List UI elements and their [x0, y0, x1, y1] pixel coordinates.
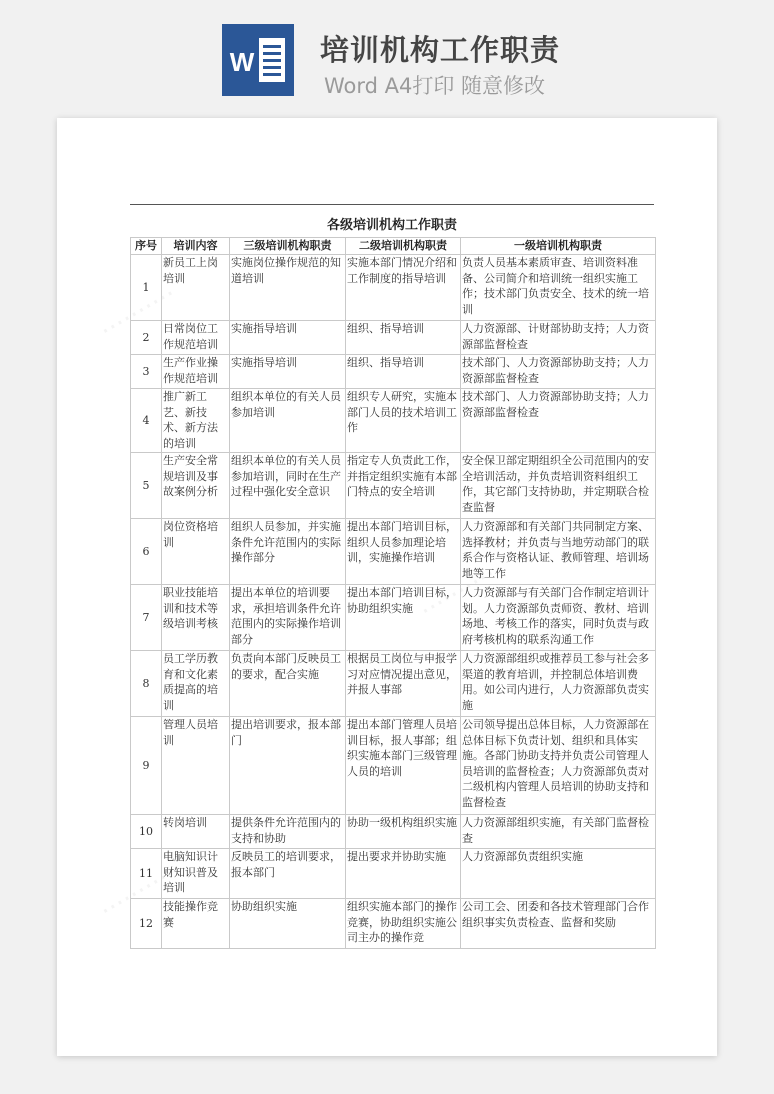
table-row [131, 815, 656, 849]
level1-duty: 公司工会、团委和各技术管理部门合作组织事实负责检查、监督和奖励 [461, 899, 656, 949]
training-content: 生产安全常规培训及事故案例分析 [162, 453, 230, 519]
training-content: 新员工上岗培训 [162, 255, 230, 321]
training-content: 电脑知识计财知识普及培训 [162, 849, 230, 899]
training-content: 员工学历教育和文化素质提高的培训 [162, 651, 230, 717]
training-content: 转岗培训 [162, 815, 230, 849]
document-title: 培训机构工作职责 [320, 33, 561, 67]
table-header-row [131, 238, 656, 255]
row-number: 11 [131, 849, 162, 899]
table-row [131, 519, 656, 585]
row-number: 1 [131, 255, 162, 321]
level3-duty: 协助组织实施 [230, 899, 346, 949]
duties-table [130, 237, 656, 949]
column-header-no: 序号 [131, 238, 162, 255]
level3-duty: 组织本单位的有关人员参加培训 [230, 389, 346, 453]
document-subtitle: Word A4打印 随意修改 [324, 74, 546, 98]
level3-duty: 提供条件允许范围内的支持和协助 [230, 815, 346, 849]
level1-duty: 人力资源部和有关部门共同制定方案、选择教材；并负责与当地劳动部门的联系合作与资格认证、教师管理、培训场地等工作 [461, 519, 656, 585]
level1-duty: 负责人员基本素质审查、培训资料准备、公司简介和培训统一组织实施工作；技术部门负责安全、技术的统一培训 [461, 255, 656, 321]
level2-duty: 组织、指导培训 [346, 321, 461, 355]
level2-duty: 提出本部门培训目标，组织人员参加理论培训，实施操作培训 [346, 519, 461, 585]
level1-duty: 人力资源部、计财部协助支持；人力资源部监督检查 [461, 321, 656, 355]
level2-duty: 组织专人研究，实施本部门人员的技术培训工作 [346, 389, 461, 453]
level1-duty: 技术部门、人力资源部协助支持；人力资源部监督检查 [461, 355, 656, 389]
level3-duty: 组织人员参加，并实施条件允许范围内的实际操作部分 [230, 519, 346, 585]
column-header-level2: 二级培训机构职责 [346, 238, 461, 255]
level2-duty: 根据员工岗位与申报学习对应情况提出意见，并报人事部 [346, 651, 461, 717]
row-number: 5 [131, 453, 162, 519]
training-content: 生产作业操作规范培训 [162, 355, 230, 389]
training-content: 岗位资格培训 [162, 519, 230, 585]
table-row [131, 849, 656, 899]
column-header-content: 培训内容 [162, 238, 230, 255]
table-title: 各级培训机构工作职责 [326, 218, 457, 233]
level3-duty: 实施指导培训 [230, 355, 346, 389]
row-number: 4 [131, 389, 162, 453]
word-document-icon [222, 24, 294, 96]
level3-duty: 组织本单位的有关人员参加培训，同时在生产过程中强化安全意识 [230, 453, 346, 519]
level3-duty: 实施指导培训 [230, 321, 346, 355]
table-row [131, 255, 656, 321]
top-rule [130, 204, 654, 205]
level2-duty: 组织、指导培训 [346, 355, 461, 389]
logo-letter: W [229, 47, 255, 77]
table-row [131, 717, 656, 815]
level1-duty: 安全保卫部定期组织全公司范围内的安全培训活动，并负责培训资料组织工作，其它部门支持协助，并定期联合检查监督 [461, 453, 656, 519]
training-content: 日常岗位工作规范培训 [162, 321, 230, 355]
level2-duty: 协助一级机构组织实施 [346, 815, 461, 849]
row-number: 9 [131, 717, 162, 815]
row-number: 3 [131, 355, 162, 389]
table-row [131, 453, 656, 519]
row-number: 6 [131, 519, 162, 585]
row-number: 7 [131, 585, 162, 651]
level3-duty: 反映员工的培训要求，报本部门 [230, 849, 346, 899]
level3-duty: 提出培训要求，报本部门 [230, 717, 346, 815]
level1-duty: 人力资源部组织实施，有关部门监督检查 [461, 815, 656, 849]
level1-duty: 技术部门、人力资源部协助支持；人力资源部监督检查 [461, 389, 656, 453]
level2-duty: 提出要求并协助实施 [346, 849, 461, 899]
row-number: 2 [131, 321, 162, 355]
table-row [131, 585, 656, 651]
level2-duty: 提出本部门管理人员培训目标，报人事部；组织实施本部门三级管理人员的培训 [346, 717, 461, 815]
level2-duty: 指定专人负责此工作，并指定组织实施有本部门特点的安全培训 [346, 453, 461, 519]
level1-duty: 公司领导提出总体目标，人力资源部在总体目标下负责计划、组织和具体实施。各部门协助支持并负责公司管理人员培训的监督检查；人力资源部负责对二级机构内管理人员培训的协助支持和监督检查 [461, 717, 656, 815]
level2-duty: 组织实施本部门的操作竞赛，协助组织实施公司主办的操作竞 [346, 899, 461, 949]
level1-duty: 人力资源部组织或推荐员工参与社会多渠道的教育培训，并控制总体培训费用。如公司内进行，人力资源部负责实施 [461, 651, 656, 717]
row-number: 12 [131, 899, 162, 949]
table-row [131, 355, 656, 389]
table-row [131, 389, 656, 453]
training-content: 职业技能培训和技术等级培训考核 [162, 585, 230, 651]
level3-duty: 负责向本部门反映员工的要求，配合实施 [230, 651, 346, 717]
column-header-level3: 三级培训机构职责 [230, 238, 346, 255]
level2-duty: 提出本部门培训目标，协助组织实施 [346, 585, 461, 651]
header [0, 0, 774, 110]
level2-duty: 实施本部门情况介绍和工作制度的指导培训 [346, 255, 461, 321]
table-row [131, 321, 656, 355]
training-content: 推广新工艺、新技术、新方法的培训 [162, 389, 230, 453]
training-content: 管理人员培训 [162, 717, 230, 815]
table-row [131, 651, 656, 717]
training-content: 技能操作竞赛 [162, 899, 230, 949]
row-number: 8 [131, 651, 162, 717]
document-page [57, 118, 717, 1056]
level3-duty: 实施岗位操作规范的知道培训 [230, 255, 346, 321]
column-header-level1: 一级培训机构职责 [461, 238, 656, 255]
level1-duty: 人力资源部与有关部门合作制定培训计划。人力资源部负责师资、教材、培训场地、考核工作的落实，同时负责与政府考核机构的联系沟通工作 [461, 585, 656, 651]
level3-duty: 提出本单位的培训要求，承担培训条件允许范围内的实际操作培训部分 [230, 585, 346, 651]
table-row [131, 899, 656, 949]
row-number: 10 [131, 815, 162, 849]
level1-duty: 人力资源部负责组织实施 [461, 849, 656, 899]
